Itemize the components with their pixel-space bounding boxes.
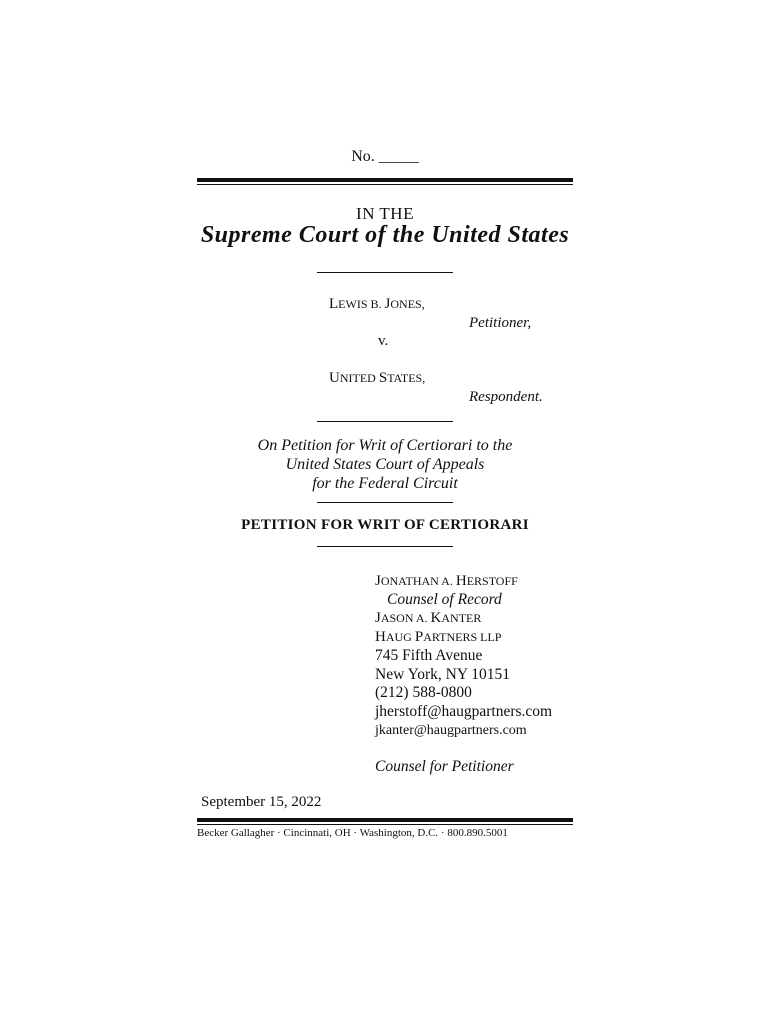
- on-petition-line: On Petition for Writ of Certiorari to the: [257, 437, 513, 454]
- divider-rule: [317, 502, 453, 503]
- in-the-label: IN THE: [356, 204, 414, 223]
- bottom-rule-thick: [197, 818, 573, 822]
- divider-rule: [317, 546, 453, 547]
- versus: v.: [378, 333, 389, 349]
- docket-number: No. _____: [351, 148, 419, 165]
- address-line-1: 745 Fifth Avenue: [375, 646, 483, 664]
- counsel-for-petitioner: Counsel for Petitioner: [375, 758, 514, 776]
- on-petition-text: [0, 436, 770, 493]
- on-petition-line: for the Federal Circuit: [312, 475, 458, 492]
- counsel-of-record: Counsel of Record: [387, 590, 502, 608]
- phone-number: (212) 588-0800: [375, 684, 472, 702]
- counsel-name-herstoff: JONATHAN A. HERSTOFF: [375, 573, 518, 589]
- petition-title: PETITION FOR WRIT OF CERTIORARI: [241, 517, 529, 533]
- filing-date: September 15, 2022: [201, 794, 322, 810]
- respondent-role: Respondent.: [469, 389, 543, 405]
- petitioner-name: LEWIS B. JONES,: [329, 296, 425, 312]
- court-name: Supreme Court of the United States: [200, 222, 570, 248]
- top-rule-thin: [197, 184, 573, 185]
- email-kanter: jkanter@haugpartners.com: [375, 722, 527, 738]
- on-petition-line: United States Court of Appeals: [285, 456, 485, 473]
- bottom-rule-thin: [197, 824, 573, 825]
- firm-name: HAUG PARTNERS LLP: [375, 629, 502, 646]
- email-herstoff: jherstoff@haugpartners.com: [375, 702, 553, 720]
- respondent-name: UNITED STATES,: [329, 370, 426, 386]
- printer-footer: Becker Gallagher · Cincinnati, OH · Washington, D.C. · 800.890.5001: [197, 827, 508, 839]
- divider-rule: [317, 421, 453, 422]
- address-line-2: New York, NY 10151: [375, 665, 511, 683]
- top-rule-thick: [197, 178, 573, 182]
- counsel-name-kanter: JASON A. KANTER: [375, 610, 482, 627]
- divider-rule: [317, 272, 453, 273]
- counsel-block: [375, 572, 552, 777]
- petitioner-role: Petitioner,: [469, 315, 532, 331]
